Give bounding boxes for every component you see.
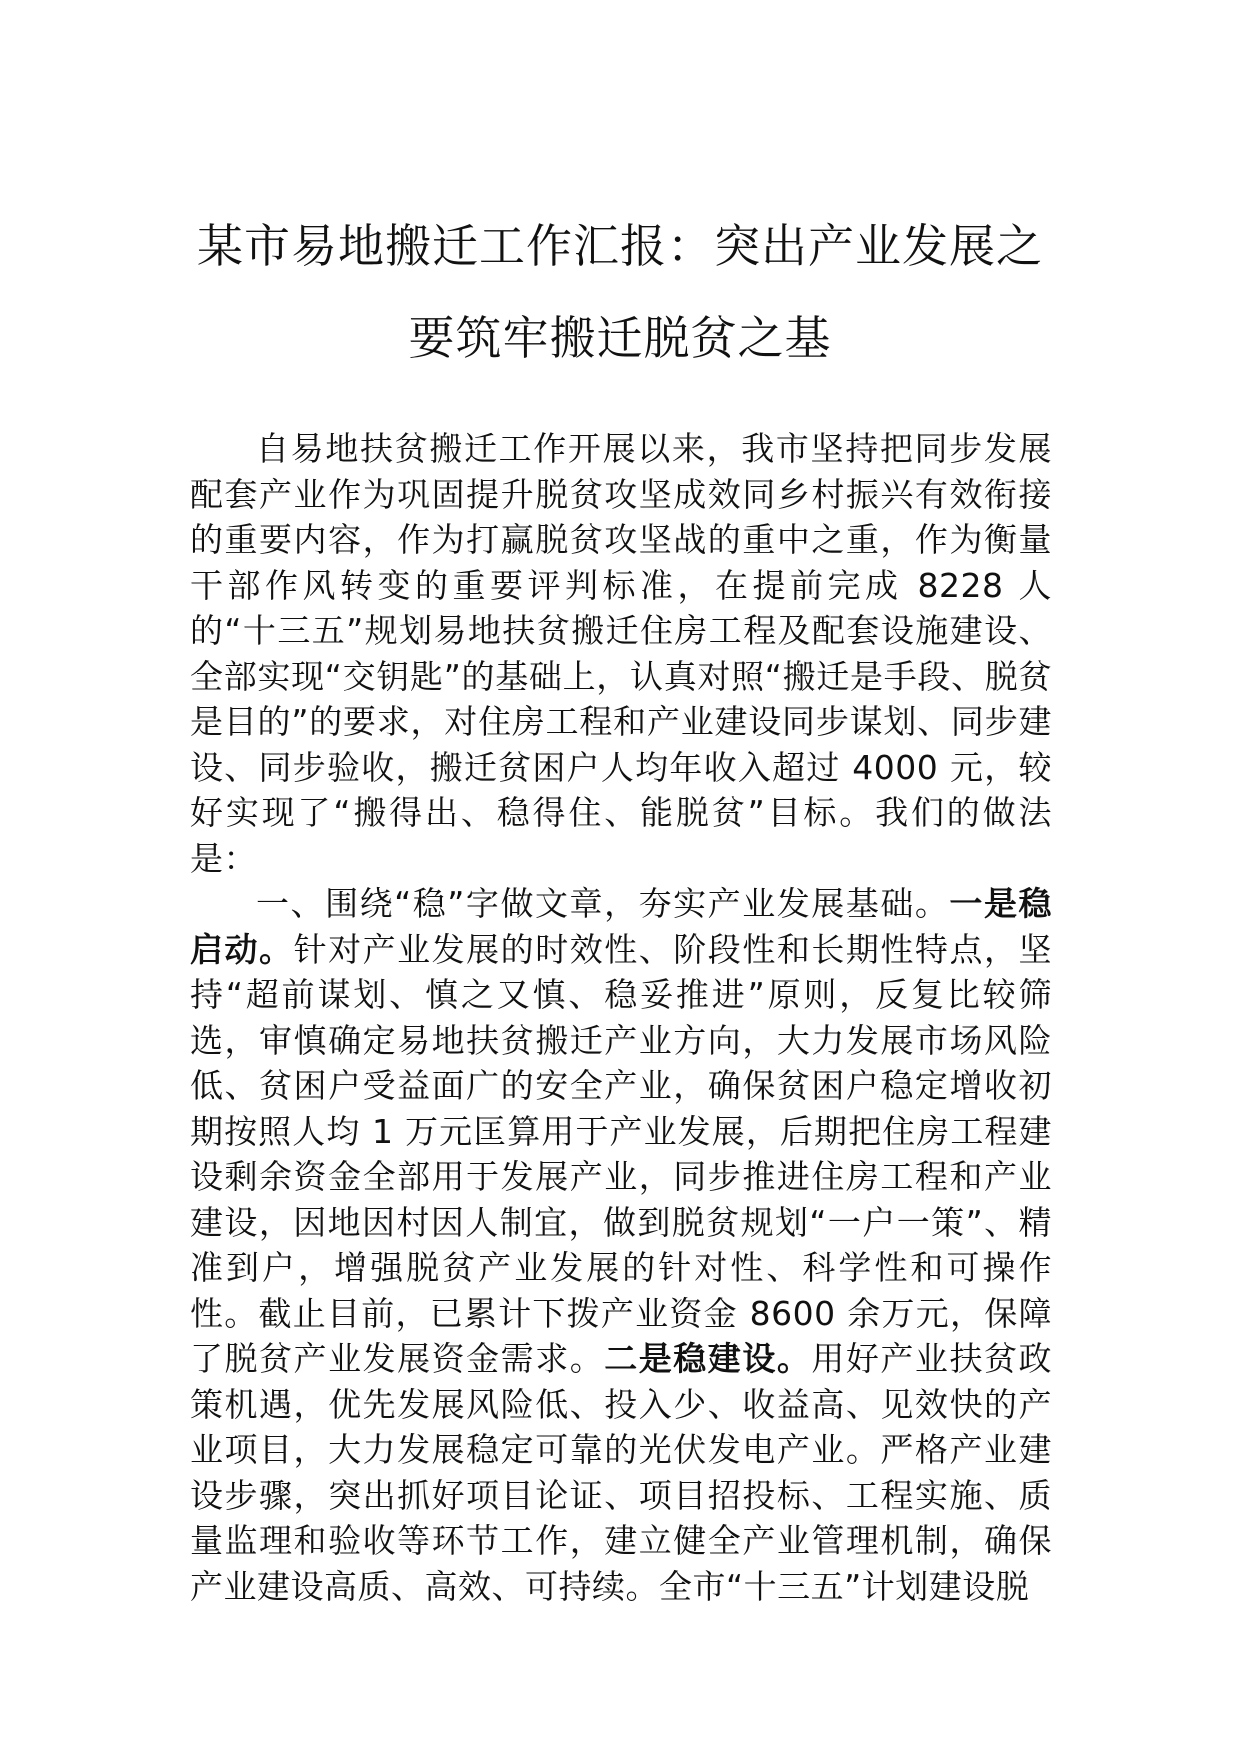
point-two-heading: 二是稳建设。 <box>604 1339 812 1378</box>
document-body <box>190 426 1052 1609</box>
point-one-text: 针对产业发展的时效性、阶段性和长期性特点，坚持“超前谋划、慎之又慎、稳妥推进”原则，反复比较筛选，审慎确定易地扶贫搬迁产业方向，大力发展市场风险低、贫困户受益面广的安全产业，确保贫困户稳定增收初期按照人均 1 万元匡算用于产业发展，后期把住房工程建设剩余资金全部用于发展产业，同步推进住房工程和产业建设，因地因村因人制宜，做到脱贫规划“一户一策”、精准到户，增强脱贫产业发展的针对性、科学性和可操作性。截止目前，已累计下拨产业资金 8600 余万元，保障了脱贫产业发展资金需求。 <box>190 929 1052 1378</box>
point-one-heading: 一是稳启动。 <box>190 884 1052 969</box>
point-two-text: 用好产业扶贫政策机遇，优先发展风险低、投入少、收益高、见效快的产业项目，大力发展稳定可靠的光伏发电产业。严格产业建设步骤，突出抓好项目论证、项目招投标、工程实施、质量监理和验收等环节工作，建立健全产业管理机制，确保产业建设高质、高效、可持续。全市“十三五”计划建设脱 <box>190 1339 1053 1606</box>
document-title <box>150 200 1090 384</box>
paragraph-section-one <box>190 881 1052 1609</box>
section-heading: 一、围绕“稳”字做文章，夯实产业发展基础。 <box>256 884 950 923</box>
title-line-2: 要筑牢搬迁脱贫之基 <box>408 311 832 365</box>
paragraph-intro: 自易地扶贫搬迁工作开展以来，我市坚持把同步发展配套产业作为巩固提升脱贫攻坚成效同乡村振兴有效衔接的重要内容，作为打赢脱贫攻坚战的重中之重，作为衡量干部作风转变的重要评判标准，在提前完成 8228 人的“十三五”规划易地扶贫搬迁住房工程及配套设施建设、全部实现“交钥匙”的基础上，认真对照“搬迁是手段、脱贫是目的”的要求，对住房工程和产业建设同步谋划、同步建设、同步验收，搬迁贫困户人均年收入超过 4000 元，较好实现了“搬得出、稳得住、能脱贫”目标。我们的做法是： <box>190 429 1052 878</box>
title-line-1: 某市易地搬迁工作汇报：突出产业发展之 <box>197 219 1043 273</box>
